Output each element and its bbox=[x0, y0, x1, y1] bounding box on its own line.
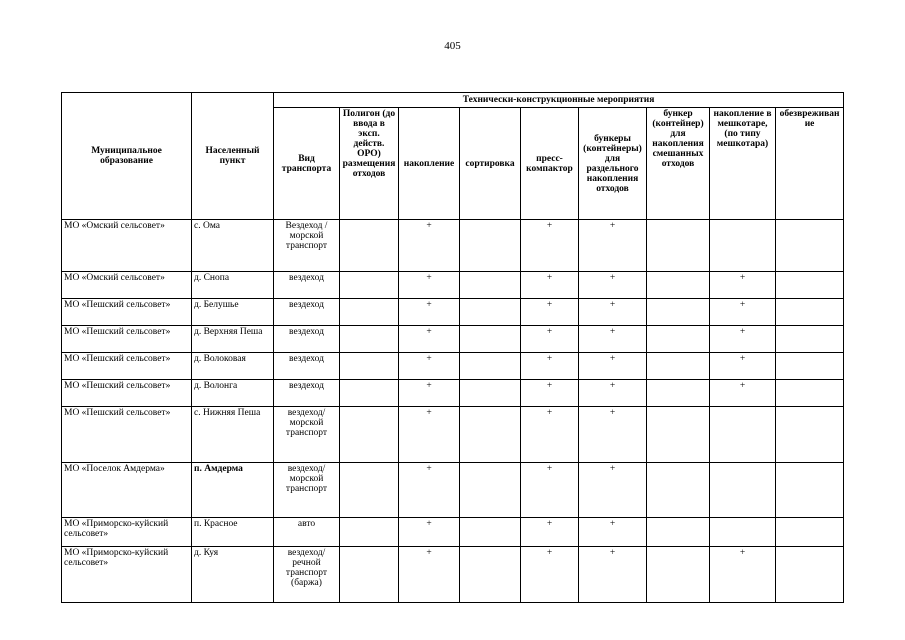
cell-bunkery-razd: + bbox=[579, 463, 647, 518]
col-header-obezvr: обезвреживание bbox=[776, 108, 844, 220]
cell-bunker-smesh bbox=[647, 518, 710, 547]
cell-transport: вездеход bbox=[274, 272, 340, 299]
cell-meshki bbox=[710, 220, 776, 272]
cell-nakoplenie: + bbox=[399, 299, 460, 326]
cell-transport: вездеход/ речной транспорт (баржа) bbox=[274, 547, 340, 603]
col-header-nakoplenie: накопление bbox=[399, 108, 460, 220]
cell-transport: вездеход/ морской транспорт bbox=[274, 463, 340, 518]
cell-mo: МО «Пешский сельсовет» bbox=[62, 353, 192, 380]
cell-polygon bbox=[340, 326, 399, 353]
cell-np: п. Красное bbox=[192, 518, 274, 547]
cell-meshki: + bbox=[710, 380, 776, 407]
cell-mo: МО «Омский сельсовет» bbox=[62, 272, 192, 299]
cell-nakoplenie: + bbox=[399, 326, 460, 353]
table-row bbox=[62, 326, 844, 353]
cell-polygon bbox=[340, 220, 399, 272]
cell-bunker-smesh bbox=[647, 407, 710, 463]
cell-meshki bbox=[710, 463, 776, 518]
cell-obezvr bbox=[776, 299, 844, 326]
cell-sortirovka bbox=[460, 380, 521, 407]
cell-polygon bbox=[340, 353, 399, 380]
cell-bunker-smesh bbox=[647, 326, 710, 353]
cell-obezvr bbox=[776, 272, 844, 299]
cell-meshki: + bbox=[710, 547, 776, 603]
cell-nakoplenie: + bbox=[399, 272, 460, 299]
cell-bunkery-razd: + bbox=[579, 272, 647, 299]
cell-nakoplenie: + bbox=[399, 220, 460, 272]
cell-polygon bbox=[340, 380, 399, 407]
cell-sortirovka bbox=[460, 547, 521, 603]
cell-polygon bbox=[340, 407, 399, 463]
cell-sortirovka bbox=[460, 272, 521, 299]
cell-nakoplenie: + bbox=[399, 547, 460, 603]
cell-sortirovka bbox=[460, 299, 521, 326]
cell-mo: МО «Пешский сельсовет» bbox=[62, 299, 192, 326]
cell-meshki: + bbox=[710, 272, 776, 299]
cell-nakoplenie: + bbox=[399, 518, 460, 547]
cell-bunkery-razd: + bbox=[579, 518, 647, 547]
cell-mo: МО «Пешский сельсовет» bbox=[62, 380, 192, 407]
cell-bunkery-razd: + bbox=[579, 380, 647, 407]
cell-transport: Вездеход / морской транспорт bbox=[274, 220, 340, 272]
cell-bunker-smesh bbox=[647, 272, 710, 299]
cell-bunker-smesh bbox=[647, 299, 710, 326]
cell-transport: вездеход bbox=[274, 353, 340, 380]
cell-meshki: + bbox=[710, 299, 776, 326]
cell-mo: МО «Пешский сельсовет» bbox=[62, 407, 192, 463]
page-number: 405 bbox=[444, 40, 461, 52]
col-header-np: Населенный пункт bbox=[192, 93, 274, 220]
col-header-bunker-smesh: бункер (контейнер) для накопления смешанных отходов bbox=[647, 108, 710, 220]
cell-np: д. Снопа bbox=[192, 272, 274, 299]
col-header-transport: Вид транспорта bbox=[274, 108, 340, 220]
table-row bbox=[62, 353, 844, 380]
col-header-polygon: Полигон (до ввода в эксп. действ. ОРО) размещения отходов bbox=[340, 108, 399, 220]
cell-press: + bbox=[521, 518, 579, 547]
cell-bunkery-razd: + bbox=[579, 299, 647, 326]
cell-nakoplenie: + bbox=[399, 353, 460, 380]
group-header: Технически-конструкционные мероприятия bbox=[274, 93, 844, 108]
table-row bbox=[62, 547, 844, 603]
cell-sortirovka bbox=[460, 220, 521, 272]
cell-nakoplenie: + bbox=[399, 463, 460, 518]
cell-obezvr bbox=[776, 463, 844, 518]
table-row bbox=[62, 380, 844, 407]
cell-sortirovka bbox=[460, 353, 521, 380]
cell-np: п. Амдерма bbox=[192, 463, 274, 518]
measures-table bbox=[61, 92, 844, 603]
cell-transport: вездеход bbox=[274, 326, 340, 353]
cell-sortirovka bbox=[460, 407, 521, 463]
cell-press: + bbox=[521, 463, 579, 518]
cell-meshki bbox=[710, 407, 776, 463]
cell-bunker-smesh bbox=[647, 463, 710, 518]
cell-polygon bbox=[340, 272, 399, 299]
col-header-bunkery-razd: бункеры (контейнеры) для раздельного накопления отходов bbox=[579, 108, 647, 220]
cell-np: д. Белушье bbox=[192, 299, 274, 326]
cell-press: + bbox=[521, 299, 579, 326]
cell-press: + bbox=[521, 272, 579, 299]
cell-bunkery-razd: + bbox=[579, 547, 647, 603]
cell-bunkery-razd: + bbox=[579, 407, 647, 463]
cell-transport: вездеход bbox=[274, 299, 340, 326]
cell-press: + bbox=[521, 220, 579, 272]
cell-transport: вездеход bbox=[274, 380, 340, 407]
cell-sortirovka bbox=[460, 326, 521, 353]
cell-press: + bbox=[521, 407, 579, 463]
cell-mo: МО «Приморско-куйский сельсовет» bbox=[62, 518, 192, 547]
cell-bunkery-razd: + bbox=[579, 220, 647, 272]
cell-polygon bbox=[340, 299, 399, 326]
cell-press: + bbox=[521, 353, 579, 380]
cell-obezvr bbox=[776, 407, 844, 463]
table-row bbox=[62, 220, 844, 272]
table-row bbox=[62, 407, 844, 463]
cell-obezvr bbox=[776, 518, 844, 547]
table-row bbox=[62, 518, 844, 547]
cell-press: + bbox=[521, 326, 579, 353]
table-row bbox=[62, 272, 844, 299]
cell-obezvr bbox=[776, 380, 844, 407]
col-header-meshki: накопление в мешкотаре, (по типу мешкотара) bbox=[710, 108, 776, 220]
cell-np: д. Волонга bbox=[192, 380, 274, 407]
cell-bunker-smesh bbox=[647, 547, 710, 603]
cell-bunkery-razd: + bbox=[579, 326, 647, 353]
cell-np: с. Ома bbox=[192, 220, 274, 272]
cell-sortirovka bbox=[460, 518, 521, 547]
cell-bunker-smesh bbox=[647, 220, 710, 272]
cell-transport: вездеход/ морской транспорт bbox=[274, 407, 340, 463]
cell-np: д. Волоковая bbox=[192, 353, 274, 380]
cell-obezvr bbox=[776, 547, 844, 603]
cell-polygon bbox=[340, 547, 399, 603]
col-header-press: пресс-компактор bbox=[521, 108, 579, 220]
cell-meshki: + bbox=[710, 353, 776, 380]
cell-meshki bbox=[710, 518, 776, 547]
cell-nakoplenie: + bbox=[399, 380, 460, 407]
cell-mo: МО «Пешский сельсовет» bbox=[62, 326, 192, 353]
cell-meshki: + bbox=[710, 326, 776, 353]
cell-transport: авто bbox=[274, 518, 340, 547]
cell-mo: МО «Омский сельсовет» bbox=[62, 220, 192, 272]
table-row bbox=[62, 463, 844, 518]
cell-press: + bbox=[521, 547, 579, 603]
cell-sortirovka bbox=[460, 463, 521, 518]
cell-bunkery-razd: + bbox=[579, 353, 647, 380]
table-row bbox=[62, 299, 844, 326]
cell-polygon bbox=[340, 518, 399, 547]
cell-obezvr bbox=[776, 326, 844, 353]
col-header-sortirovka: сортировка bbox=[460, 108, 521, 220]
cell-obezvr bbox=[776, 220, 844, 272]
cell-obezvr bbox=[776, 353, 844, 380]
cell-mo: МО «Приморско-куйский сельсовет» bbox=[62, 547, 192, 603]
cell-polygon bbox=[340, 463, 399, 518]
cell-nakoplenie: + bbox=[399, 407, 460, 463]
cell-np: д. Верхняя Пеша bbox=[192, 326, 274, 353]
cell-np: д. Куя bbox=[192, 547, 274, 603]
col-header-mo: Муниципальное образование bbox=[62, 93, 192, 220]
cell-press: + bbox=[521, 380, 579, 407]
cell-np: с. Нижняя Пеша bbox=[192, 407, 274, 463]
cell-mo: МО «Поселок Амдерма» bbox=[62, 463, 192, 518]
cell-bunker-smesh bbox=[647, 380, 710, 407]
cell-bunker-smesh bbox=[647, 353, 710, 380]
